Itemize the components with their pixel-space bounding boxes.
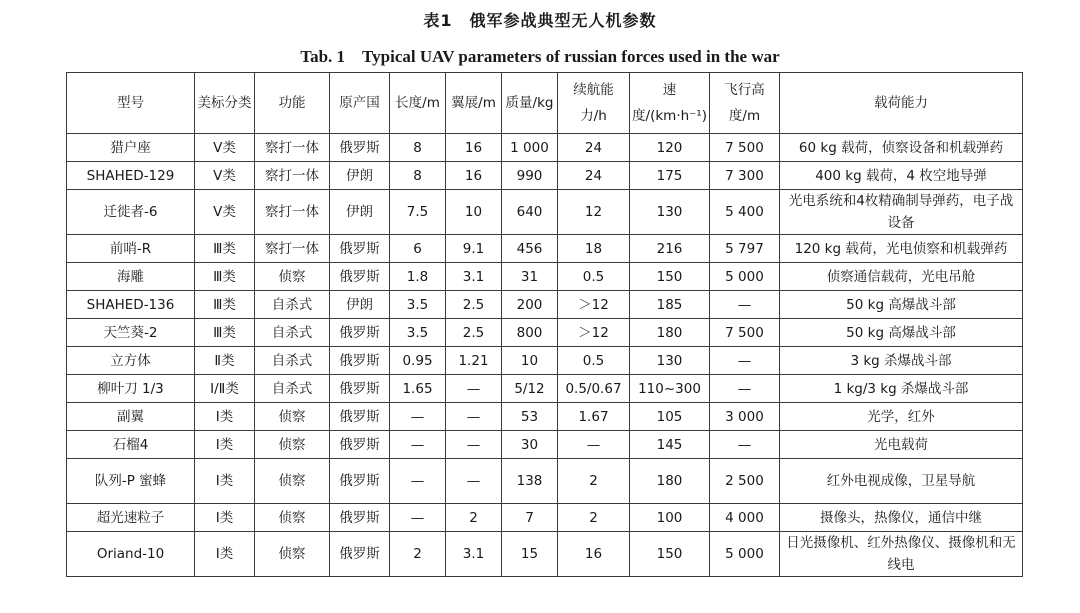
cell-speed: 105 bbox=[630, 403, 710, 431]
cell-origin: 伊朗 bbox=[330, 190, 390, 235]
cell-us-class: Ⅰ/Ⅱ类 bbox=[195, 375, 255, 403]
table-header-row bbox=[67, 73, 1023, 134]
header-function: 功能 bbox=[255, 73, 330, 134]
cell-payload: 120 kg 载荷，光电侦察和机载弹药 bbox=[780, 235, 1023, 263]
header-payload: 载荷能力 bbox=[780, 73, 1023, 134]
cell-length: 8 bbox=[390, 162, 446, 190]
cell-wingspan: 3.1 bbox=[446, 532, 502, 577]
cell-payload: 摄像头，热像仪，通信中继 bbox=[780, 504, 1023, 532]
cell-function: 侦察 bbox=[255, 504, 330, 532]
cell-altitude: — bbox=[710, 347, 780, 375]
cell-speed: 185 bbox=[630, 291, 710, 319]
cell-model: Oriand-10 bbox=[67, 532, 195, 577]
cell-function: 侦察 bbox=[255, 459, 330, 504]
cell-mass: 5/12 bbox=[502, 375, 558, 403]
cell-us-class: Ⅲ类 bbox=[195, 235, 255, 263]
table-caption-en: Tab. 1 Typical UAV parameters of russian forces used in the war bbox=[300, 47, 780, 66]
cell-us-class: Ⅲ类 bbox=[195, 319, 255, 347]
cell-speed: 150 bbox=[630, 532, 710, 577]
cell-model: 猎户座 bbox=[67, 134, 195, 162]
cell-model: 天竺葵-2 bbox=[67, 319, 195, 347]
cell-us-class: Ⅰ类 bbox=[195, 459, 255, 504]
table-row bbox=[67, 403, 1023, 431]
table-row bbox=[67, 235, 1023, 263]
table-row bbox=[67, 190, 1023, 235]
cell-endurance: ＞12 bbox=[558, 319, 630, 347]
header-endurance: 续航能力/h bbox=[558, 73, 630, 134]
table-caption-cn: 表1 俄军参战典型无人机参数 bbox=[423, 11, 657, 30]
cell-altitude: 5 000 bbox=[710, 532, 780, 577]
cell-payload: 400 kg 载荷，4 枚空地导弹 bbox=[780, 162, 1023, 190]
table-row bbox=[67, 134, 1023, 162]
cell-origin: 俄罗斯 bbox=[330, 532, 390, 577]
cell-origin: 俄罗斯 bbox=[330, 235, 390, 263]
cell-wingspan: 1.21 bbox=[446, 347, 502, 375]
cell-mass: 200 bbox=[502, 291, 558, 319]
cell-model: 前哨-R bbox=[67, 235, 195, 263]
cell-wingspan: 2 bbox=[446, 504, 502, 532]
cell-origin: 俄罗斯 bbox=[330, 347, 390, 375]
cell-origin: 俄罗斯 bbox=[330, 319, 390, 347]
cell-speed: 130 bbox=[630, 190, 710, 235]
cell-model: SHAHED-136 bbox=[67, 291, 195, 319]
cell-us-class: Ⅱ类 bbox=[195, 347, 255, 375]
cell-model: 超光速粒子 bbox=[67, 504, 195, 532]
cell-model: 石榴4 bbox=[67, 431, 195, 459]
cell-us-class: Ⅰ类 bbox=[195, 532, 255, 577]
cell-mass: 7 bbox=[502, 504, 558, 532]
cell-payload: 红外电视成像，卫星导航 bbox=[780, 459, 1023, 504]
cell-payload: 50 kg 高爆战斗部 bbox=[780, 319, 1023, 347]
cell-model: 柳叶刀 1/3 bbox=[67, 375, 195, 403]
cell-payload: 光电载荷 bbox=[780, 431, 1023, 459]
cell-wingspan: — bbox=[446, 375, 502, 403]
cell-wingspan: — bbox=[446, 459, 502, 504]
cell-model: 副翼 bbox=[67, 403, 195, 431]
cell-function: 自杀式 bbox=[255, 375, 330, 403]
cell-speed: 130 bbox=[630, 347, 710, 375]
cell-speed: 216 bbox=[630, 235, 710, 263]
cell-mass: 30 bbox=[502, 431, 558, 459]
cell-length: — bbox=[390, 459, 446, 504]
cell-endurance: 12 bbox=[558, 190, 630, 235]
cell-endurance: 0.5 bbox=[558, 347, 630, 375]
cell-speed: 180 bbox=[630, 459, 710, 504]
cell-wingspan: 16 bbox=[446, 162, 502, 190]
cell-origin: 俄罗斯 bbox=[330, 263, 390, 291]
cell-origin: 伊朗 bbox=[330, 291, 390, 319]
cell-function: 侦察 bbox=[255, 431, 330, 459]
cell-function: 自杀式 bbox=[255, 319, 330, 347]
cell-altitude: 5 797 bbox=[710, 235, 780, 263]
header-length: 长度/m bbox=[390, 73, 446, 134]
cell-payload: 60 kg 载荷，侦察设备和机载弹药 bbox=[780, 134, 1023, 162]
cell-wingspan: 2.5 bbox=[446, 319, 502, 347]
cell-endurance: 2 bbox=[558, 459, 630, 504]
cell-model: 海雕 bbox=[67, 263, 195, 291]
cell-endurance: 2 bbox=[558, 504, 630, 532]
cell-endurance: 24 bbox=[558, 134, 630, 162]
table-row bbox=[67, 459, 1023, 504]
table-row bbox=[67, 504, 1023, 532]
cell-endurance: 0.5/0.67 bbox=[558, 375, 630, 403]
header-speed: 速度/(km·h⁻¹) bbox=[630, 73, 710, 134]
cell-us-class: Ⅴ类 bbox=[195, 134, 255, 162]
table-row bbox=[67, 263, 1023, 291]
cell-model: 队列-P 蜜蜂 bbox=[67, 459, 195, 504]
cell-us-class: Ⅲ类 bbox=[195, 291, 255, 319]
cell-function: 察打一体 bbox=[255, 162, 330, 190]
cell-us-class: Ⅲ类 bbox=[195, 263, 255, 291]
cell-function: 自杀式 bbox=[255, 347, 330, 375]
table-row bbox=[67, 431, 1023, 459]
cell-mass: 1 000 bbox=[502, 134, 558, 162]
cell-speed: 150 bbox=[630, 263, 710, 291]
cell-length: 3.5 bbox=[390, 291, 446, 319]
cell-endurance: 16 bbox=[558, 532, 630, 577]
uav-parameters-table bbox=[66, 72, 1023, 577]
cell-origin: 俄罗斯 bbox=[330, 403, 390, 431]
cell-function: 侦察 bbox=[255, 263, 330, 291]
cell-length: 2 bbox=[390, 532, 446, 577]
cell-us-class: Ⅴ类 bbox=[195, 162, 255, 190]
cell-length: 0.95 bbox=[390, 347, 446, 375]
cell-origin: 俄罗斯 bbox=[330, 504, 390, 532]
cell-wingspan: — bbox=[446, 403, 502, 431]
cell-endurance: 24 bbox=[558, 162, 630, 190]
cell-mass: 800 bbox=[502, 319, 558, 347]
header-us-class: 美标分类 bbox=[195, 73, 255, 134]
cell-altitude: 7 500 bbox=[710, 319, 780, 347]
cell-mass: 10 bbox=[502, 347, 558, 375]
cell-length: — bbox=[390, 431, 446, 459]
cell-function: 察打一体 bbox=[255, 134, 330, 162]
cell-mass: 15 bbox=[502, 532, 558, 577]
cell-function: 察打一体 bbox=[255, 190, 330, 235]
header-wingspan: 翼展/m bbox=[446, 73, 502, 134]
cell-altitude: — bbox=[710, 291, 780, 319]
cell-length: 6 bbox=[390, 235, 446, 263]
cell-mass: 640 bbox=[502, 190, 558, 235]
cell-wingspan: 2.5 bbox=[446, 291, 502, 319]
cell-payload: 光电系统和4枚精确制导弹药，电子战设备 bbox=[780, 190, 1023, 235]
cell-origin: 俄罗斯 bbox=[330, 431, 390, 459]
cell-altitude: 4 000 bbox=[710, 504, 780, 532]
cell-us-class: Ⅰ类 bbox=[195, 431, 255, 459]
cell-length: 1.8 bbox=[390, 263, 446, 291]
cell-endurance: — bbox=[558, 431, 630, 459]
cell-origin: 俄罗斯 bbox=[330, 375, 390, 403]
cell-us-class: Ⅰ类 bbox=[195, 504, 255, 532]
table-row bbox=[67, 319, 1023, 347]
cell-speed: 175 bbox=[630, 162, 710, 190]
cell-wingspan: 9.1 bbox=[446, 235, 502, 263]
cell-mass: 31 bbox=[502, 263, 558, 291]
cell-endurance: 1.67 bbox=[558, 403, 630, 431]
cell-payload: 50 kg 高爆战斗部 bbox=[780, 291, 1023, 319]
cell-wingspan: 3.1 bbox=[446, 263, 502, 291]
header-origin: 原产国 bbox=[330, 73, 390, 134]
cell-us-class: Ⅰ类 bbox=[195, 403, 255, 431]
table-row bbox=[67, 375, 1023, 403]
cell-altitude: — bbox=[710, 375, 780, 403]
cell-model: SHAHED-129 bbox=[67, 162, 195, 190]
cell-wingspan: 16 bbox=[446, 134, 502, 162]
cell-wingspan: — bbox=[446, 431, 502, 459]
cell-payload: 3 kg 杀爆战斗部 bbox=[780, 347, 1023, 375]
cell-endurance: 0.5 bbox=[558, 263, 630, 291]
cell-speed: 100 bbox=[630, 504, 710, 532]
cell-altitude: — bbox=[710, 431, 780, 459]
cell-speed: 145 bbox=[630, 431, 710, 459]
cell-wingspan: 10 bbox=[446, 190, 502, 235]
cell-speed: 110~300 bbox=[630, 375, 710, 403]
cell-endurance: ＞12 bbox=[558, 291, 630, 319]
header-model: 型号 bbox=[67, 73, 195, 134]
cell-altitude: 7 500 bbox=[710, 134, 780, 162]
cell-mass: 53 bbox=[502, 403, 558, 431]
cell-altitude: 5 000 bbox=[710, 263, 780, 291]
cell-payload: 侦察通信载荷，光电吊舱 bbox=[780, 263, 1023, 291]
cell-length: 7.5 bbox=[390, 190, 446, 235]
cell-payload: 光学，红外 bbox=[780, 403, 1023, 431]
cell-origin: 伊朗 bbox=[330, 162, 390, 190]
cell-mass: 456 bbox=[502, 235, 558, 263]
cell-altitude: 3 000 bbox=[710, 403, 780, 431]
cell-payload: 日光摄像机、红外热像仪、摄像机和无线电 bbox=[780, 532, 1023, 577]
cell-origin: 俄罗斯 bbox=[330, 459, 390, 504]
cell-function: 自杀式 bbox=[255, 291, 330, 319]
cell-mass: 990 bbox=[502, 162, 558, 190]
cell-model: 立方体 bbox=[67, 347, 195, 375]
table-row bbox=[67, 291, 1023, 319]
cell-function: 侦察 bbox=[255, 532, 330, 577]
header-mass: 质量/kg bbox=[502, 73, 558, 134]
cell-payload: 1 kg/3 kg 杀爆战斗部 bbox=[780, 375, 1023, 403]
cell-us-class: Ⅴ类 bbox=[195, 190, 255, 235]
cell-function: 侦察 bbox=[255, 403, 330, 431]
cell-endurance: 18 bbox=[558, 235, 630, 263]
cell-speed: 120 bbox=[630, 134, 710, 162]
table-row bbox=[67, 162, 1023, 190]
cell-length: — bbox=[390, 504, 446, 532]
header-altitude: 飞行高度/m bbox=[710, 73, 780, 134]
cell-speed: 180 bbox=[630, 319, 710, 347]
cell-function: 察打一体 bbox=[255, 235, 330, 263]
cell-length: 3.5 bbox=[390, 319, 446, 347]
table-row bbox=[67, 532, 1023, 577]
cell-origin: 俄罗斯 bbox=[330, 134, 390, 162]
cell-length: — bbox=[390, 403, 446, 431]
cell-length: 1.65 bbox=[390, 375, 446, 403]
cell-mass: 138 bbox=[502, 459, 558, 504]
cell-altitude: 5 400 bbox=[710, 190, 780, 235]
cell-length: 8 bbox=[390, 134, 446, 162]
cell-model: 迁徙者-6 bbox=[67, 190, 195, 235]
cell-altitude: 2 500 bbox=[710, 459, 780, 504]
cell-altitude: 7 300 bbox=[710, 162, 780, 190]
table-row bbox=[67, 347, 1023, 375]
